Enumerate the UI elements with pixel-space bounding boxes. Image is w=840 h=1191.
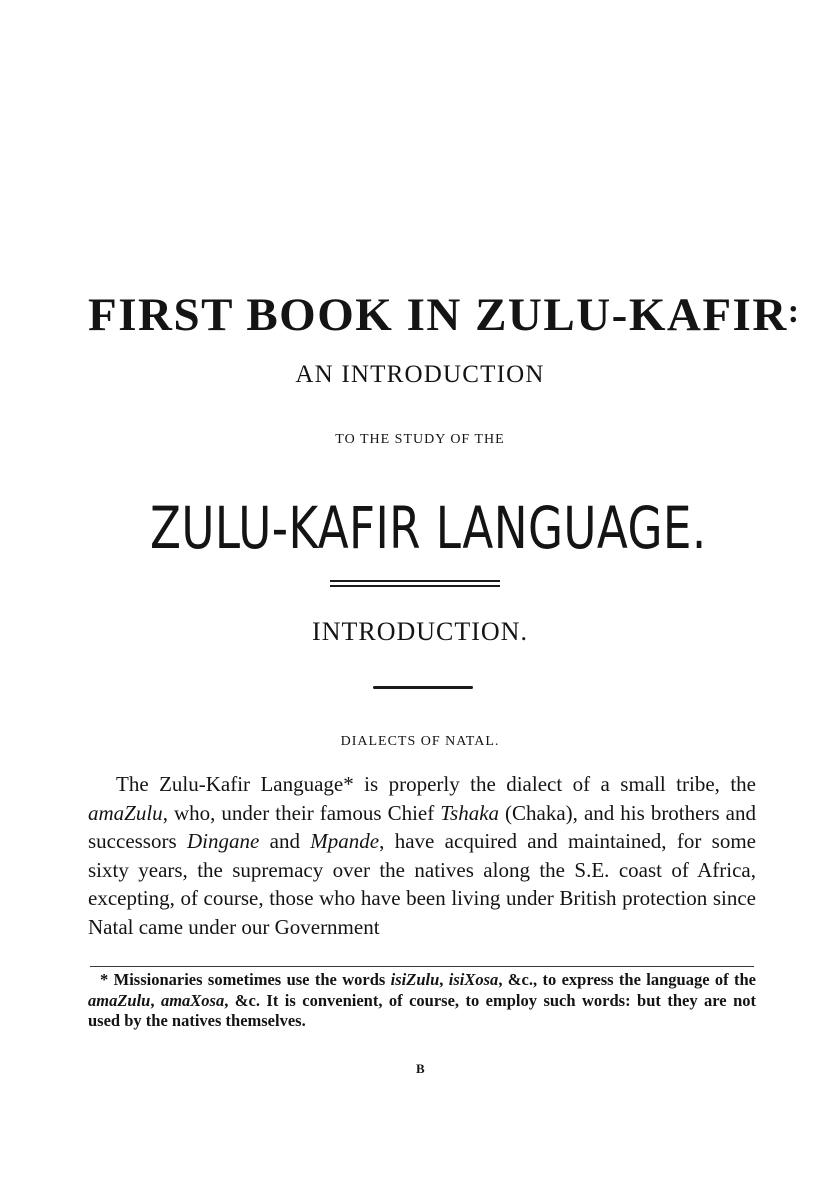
body-text-2: , who, under their famous Chief bbox=[162, 800, 441, 825]
footnote-text-3: , &c., to express the language of the bbox=[498, 970, 756, 989]
body-paragraph bbox=[88, 770, 756, 941]
footnote-text-4: , bbox=[150, 990, 161, 1010]
subtitle-study: TO THE STUDY OF THE bbox=[335, 432, 505, 447]
body-italic-mpande: Mpande bbox=[310, 829, 380, 853]
footnote-italic-amazulu: amaZulu bbox=[88, 990, 151, 1010]
footnote-italic-isixosa: isiXosa bbox=[448, 970, 499, 989]
signature-mark: B bbox=[416, 1061, 425, 1076]
subtitle-introduction: AN INTRODUCTION bbox=[295, 361, 545, 388]
footnote-text-1: * Missionaries sometimes use the words bbox=[100, 970, 391, 989]
body-italic-dingane: Dingane bbox=[186, 829, 260, 853]
footnote bbox=[88, 970, 756, 1032]
book-title-text: FIRST BOOK IN ZULU-KAFIR bbox=[88, 289, 788, 341]
language-title: ZULU-KAFIR LANGUAGE. bbox=[150, 494, 707, 562]
body-text-1: The Zulu-Kafir Language* is properly the dialect of a small tribe, the bbox=[116, 772, 756, 796]
footnote-italic-amaxosa: amaXosa bbox=[160, 990, 225, 1010]
body-text-4: and bbox=[259, 829, 311, 853]
footnote-text-2: , bbox=[439, 970, 449, 989]
footnote-text-5: , &c. It is convenient, of course, to employ such words: but they are not used by the natives themselves. bbox=[88, 990, 756, 1030]
section-heading: INTRODUCTION. bbox=[312, 617, 528, 646]
double-rule-bottom bbox=[330, 585, 500, 587]
section-rule bbox=[373, 686, 473, 689]
body-text-3: (Chaka), and his brothers and successors bbox=[88, 800, 756, 853]
book-title bbox=[88, 284, 800, 343]
double-rule-top bbox=[330, 580, 500, 582]
subheading: DIALECTS OF NATAL. bbox=[340, 734, 500, 749]
book-title-colon: : bbox=[787, 293, 800, 330]
body-italic-tshaka: Tshaka bbox=[440, 800, 500, 825]
body-italic-amazulu: amaZulu bbox=[88, 800, 163, 825]
footnote-rule bbox=[90, 966, 754, 967]
body-text-5: , have acquired and maintained, for some sixty years, the supremacy over the natives along the S.E. coast of Africa, excepting, of course, those who have been living under British protection since Natal came under our Government bbox=[88, 829, 756, 939]
footnote-italic-isizulu: isiZulu bbox=[390, 970, 440, 989]
